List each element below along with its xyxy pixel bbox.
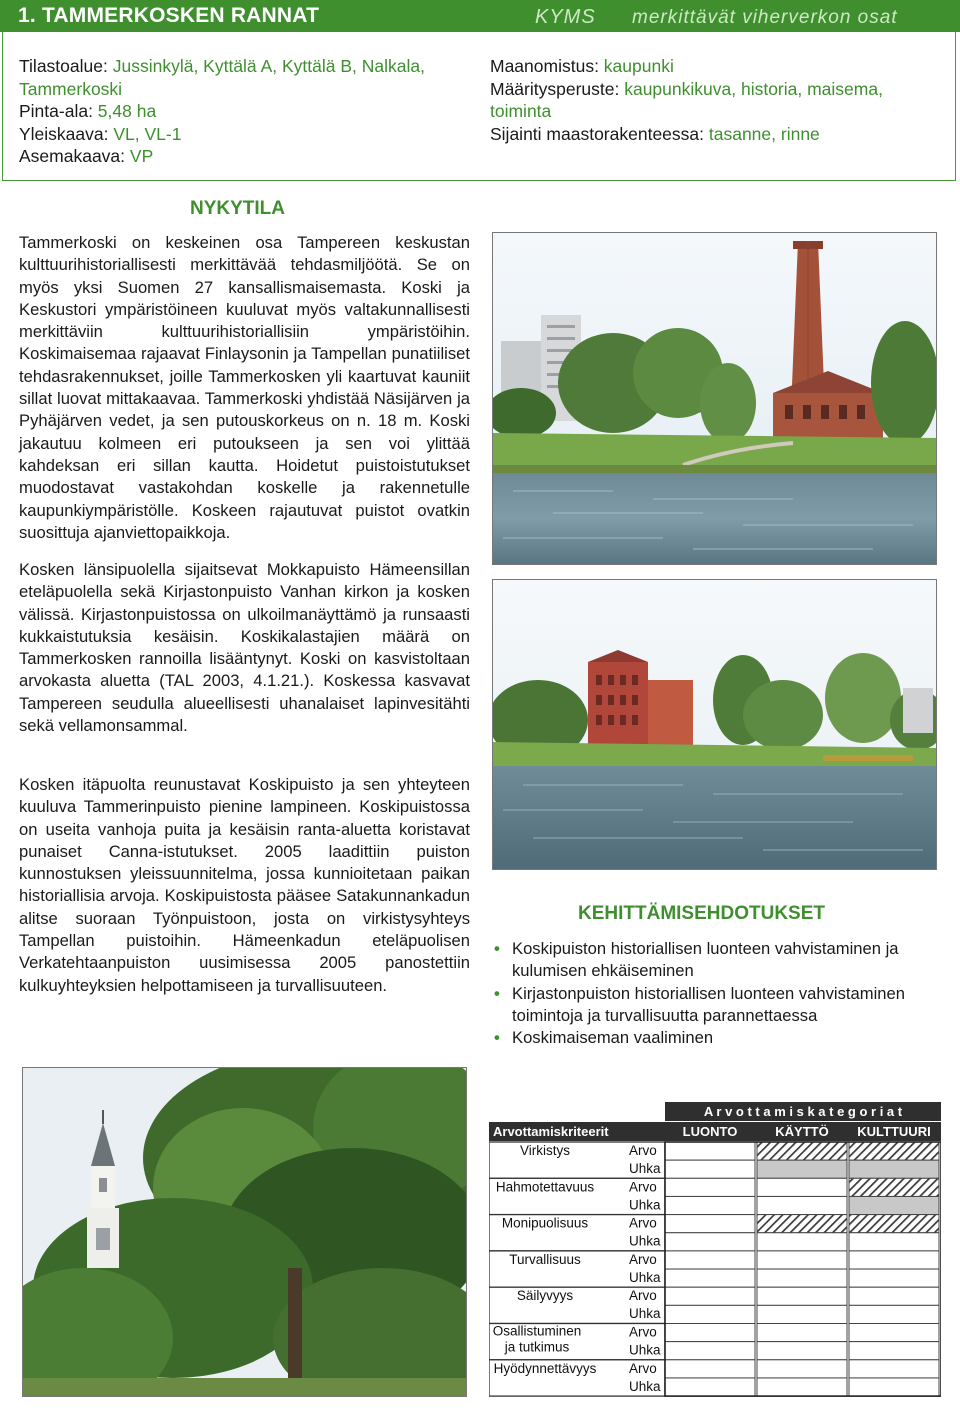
arvo-label: Arvo [629,1143,657,1158]
category-cell [665,1251,755,1269]
category-cell [849,1215,939,1233]
category-cell [849,1305,939,1323]
arvo-label: Arvo [629,1324,657,1340]
arvo-label: Arvo [629,1251,657,1267]
category-cell [757,1360,847,1378]
table-header-title: A r v o t t a m i s k a t e g o r i a t [703,1104,903,1119]
category-cell [665,1342,755,1360]
arvo-label: Arvo [629,1288,657,1304]
category-cell [849,1269,939,1287]
category-cell [757,1160,847,1178]
category-cell [665,1269,755,1287]
category-cell [757,1215,847,1233]
photo-buildings-river-image [493,580,936,869]
category-cell [849,1324,939,1342]
maaritysperuste-line-2: toiminta [490,101,552,121]
criteria-label: Osallistuminen [492,1323,582,1339]
category-cell [757,1196,847,1214]
uhka-label: Uhka [629,1197,661,1213]
category-cell [665,1233,755,1251]
nykytila-heading: NYKYTILA [190,198,285,219]
category-cell [665,1196,755,1214]
criteria-label: Turvallisuus [509,1251,581,1267]
category-cell [665,1360,755,1378]
category-cell [757,1233,847,1251]
kehittamis-item: • Kirjastonpuiston historiallisen luonteen vahvistaminen toimintoja ja turvallisuutta parannettaessa [494,983,914,1028]
tilastoalue-line: Tilastoalue: Jussinkylä, Kyttälä A, Kyttälä B, Nalkala, [19,56,425,76]
kehittamis-heading: KEHITTÄMISEHDOTUKSET [578,903,825,924]
kehittamis-item: • Koskipuiston historiallisen luonteen vahvistaminen ja kulumisen ehkäiseminen [494,938,914,983]
uhka-label: Uhka [629,1269,661,1285]
criteria-label: Monipuolisuus [501,1215,589,1231]
photo-church-trees [22,1067,467,1397]
category-cell [849,1196,939,1214]
category-cell [849,1251,939,1269]
arvottamis-table [489,1100,941,1400]
category-cell [849,1142,939,1160]
category-cell [665,1178,755,1196]
nykytila-paragraph-3: Kosken itäpuolta reunustavat Koskipuisto ja sen yhteyteen kuuluva Tammerinpuisto pienine lampineen. Koskipuistossa on useita vanhoja puita ja kesäisin ranta-aluetta koristavat punaiset Canna-istutukset. 2005 laadittiin puiston kunnostuksen yleissuunnitelma, jossa kunnioitetaan paikan historiallisia arvoja. Koskipuistosta pääsee Satakunnankadun alitse suoraan Työnpuistoon, josta on virkistysyhteys Tampellan puistoihin. Hämeenkadun eteläpuolisen Verkatehtaanpuiston uusimisessa 2005 panostettiin kulkuyhteyksien helpottamiseen ja turvallisuuteen. [19,775,470,995]
page-header [0,0,960,32]
program-name: KYMS [535,6,596,28]
uhka-label: Uhka [629,1342,661,1358]
arvo-label: Arvo [629,1215,657,1231]
kehittamis-item: • Koskimaiseman vaaliminen [494,1027,914,1049]
criteria-label: ja tutkimus [504,1339,570,1355]
criteria-label: Säilyvyys [516,1288,574,1304]
photo-chimney-river [492,232,937,565]
tilastoalue-line-2: Tammerkoski [19,78,123,99]
arvo-label: Arvo [629,1179,657,1195]
category-header: KÄYTTÖ [775,1124,829,1139]
category-cell [757,1324,847,1342]
category-cell [849,1378,939,1396]
nykytila-paragraph-2: Kosken länsipuolella sijaitsevat Mokkapuisto Hämeensillan eteläpuolella sekä Kirjastonpuisto Vanhan kirkon ja kosken välissä. Kirjastonpuistossa on ulkoilmanäyttämö ja runsaasti kukkaistutuksia kesäisin. Koskikalastajien määrä on Tammerkosken rannoilla lisääntynyt. Koski on kasvistoltaan arvokasta aluetta (TAL 2003, 4.1.21.). Koskessa kasvavat Tampereen seudulla alueellisesti uhanalaiset lapinvesitähti sekä vellamonsammal. [19,560,470,736]
nykytila-paragraph-1: Tammerkoski on keskeinen osa Tampereen keskustan kulttuurihistoriallisesti merkittävää tehdasmiljöötä. Se on myös yksi Suomen 27 kansallismaisemasta. Koski ja Keskustori ympäristöineen kuuluvat myös valtakunnallisesti merkittäviin kulttuurihistoriallisiin ympäristöihin. Koskimaisemaa rajaavat Finlaysonin ja Tampellan punatiiliset tehdasrakennukset, joille Tammerkosken yli kaartuvat kauniit sillat luovat mittakaavaa. Tammerkoski yhdistää Näsijärven ja Pyhäjärven vedet, ja sen putouskorkeus on n. 18 m. Koski jakautuu kolmeen eri putoukseen ja sen voi ylittää kahdeksan eri sillan kautta. Hoidetut puistoistutukset muodostavat vastakohdan koskelle ja rakennetulle kaupunkiympäristölle. Koskeen rajautuvat puistot ovatkin suosittuja ajanviettopaikkoja. [19,233,470,542]
category-cell [849,1360,939,1378]
criteria-label: Hahmotettavuus [495,1179,595,1195]
photo-buildings-river [492,579,937,870]
category-cell [757,1142,847,1160]
uhka-label: Uhka [629,1306,661,1322]
page-title: 1. TAMMERKOSKEN RANNAT [18,4,320,27]
asemakaava-line: Asemakaava: VP [19,146,154,166]
category-cell [849,1178,939,1196]
category-cell [849,1160,939,1178]
sijainti-line: Sijainti maastorakenteessa: tasanne, rinne [490,123,820,144]
uhka-label: Uhka [629,1378,661,1394]
photo-church-trees-image [23,1068,466,1396]
category-cell [665,1287,755,1305]
category-cell [757,1342,847,1360]
criteria-label: Hyödynnettävyys [493,1360,597,1376]
category-cell [665,1142,755,1160]
category-cell [665,1215,755,1233]
maaritysperuste-line: Määritysperuste: kaupunkikuva, historia, maisema, [490,78,883,99]
uhka-label: Uhka [629,1161,661,1176]
category-cell [757,1378,847,1396]
category-cell [757,1287,847,1305]
category-cell [849,1287,939,1305]
arvottamis-table-graphic [489,1100,941,1400]
category-cell [757,1305,847,1323]
category-cell [665,1305,755,1323]
criteria-header: Arvottamiskriteerit [493,1124,609,1139]
category-cell [757,1178,847,1196]
maanomistus-line: Maanomistus: kaupunki [490,56,674,76]
category-header: KULTTUURI [857,1124,931,1139]
category-cell [665,1378,755,1396]
category-cell [665,1324,755,1342]
category-cell [757,1251,847,1269]
category-header: LUONTO [682,1124,738,1139]
criteria-label: Virkistys [519,1143,571,1158]
category-cell [849,1342,939,1360]
category-cell [757,1269,847,1287]
yleiskaava-line: Yleiskaava: VL, VL-1 [19,123,182,144]
category-cell [849,1233,939,1251]
arvo-label: Arvo [629,1360,657,1376]
uhka-label: Uhka [629,1233,661,1249]
category-cell [665,1160,755,1178]
photo-chimney-river-image [493,233,936,564]
kehittamis-list [494,938,914,1049]
pinta-ala-line: Pinta-ala: 5,48 ha [19,101,157,121]
header-subtitle: merkittävät viherverkon osat [632,7,898,28]
